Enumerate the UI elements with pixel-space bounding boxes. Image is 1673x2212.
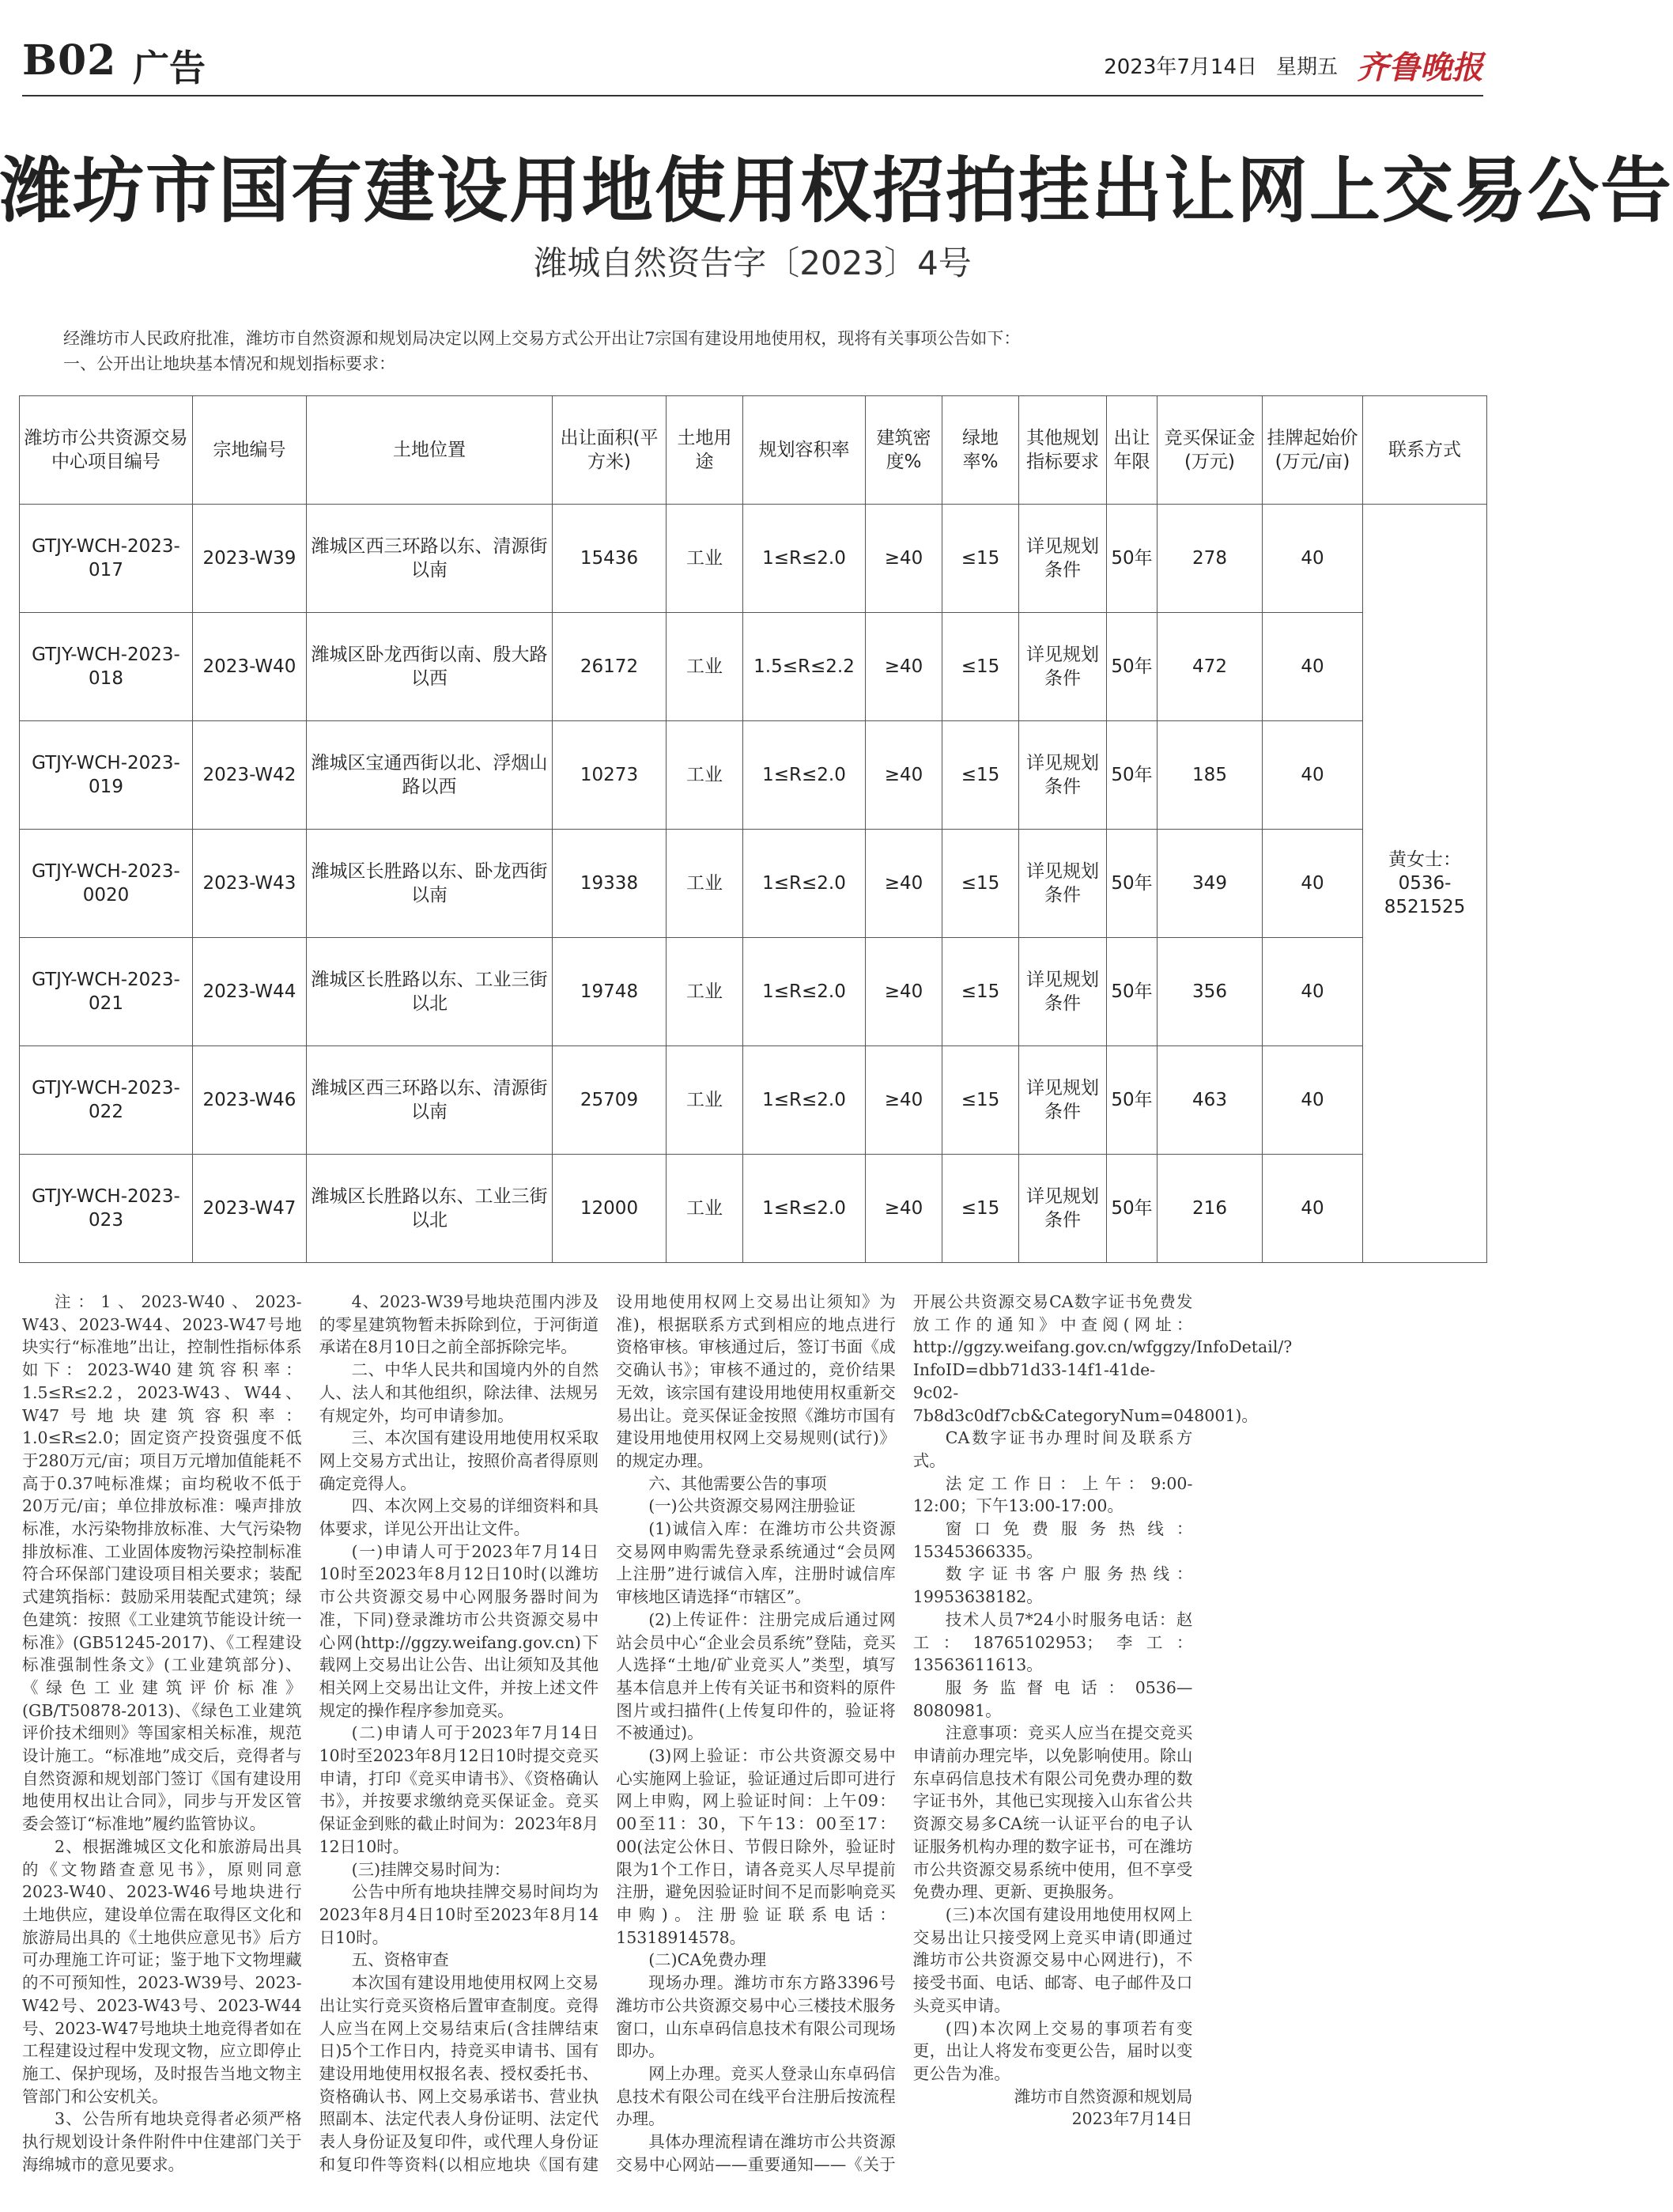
table-header-row [20, 396, 1487, 505]
announcement-number: 潍城自然资告字〔2023〕4号 [534, 244, 972, 282]
cell-parcel-no: 2023-W42 [193, 721, 307, 830]
cell-term: 50年 [1107, 505, 1158, 613]
table-row [20, 1155, 1487, 1263]
body-paragraph: 五、资格审查 [351, 1950, 449, 1970]
table-body [20, 505, 1487, 1263]
announcement-title: 潍坊市国有建设用地使用权招拍挂出让网上交易公告 [0, 149, 1673, 233]
cell-far: 1≤R≤2.0 [743, 938, 866, 1046]
cell-other-req: 详见规划条件 [1019, 1155, 1107, 1263]
cell-parcel-no: 2023-W44 [193, 938, 307, 1046]
cell-project-no: GTJY-WCH-2023-017 [20, 505, 193, 613]
body-paragraph: 法定工作日：上午：9:00-12:00；下午13:00-17:00。 [912, 1473, 1193, 1516]
cell-term: 50年 [1107, 1155, 1158, 1263]
cell-project-no: GTJY-WCH-2023-021 [20, 938, 193, 1046]
page-header [22, 32, 1483, 96]
cell-parcel-no: 2023-W40 [193, 613, 307, 721]
cell-green-rate: ≤15 [942, 505, 1019, 613]
body-paragraph: 现场办理。潍坊市东方路3396号潍坊市公共资源交易中心三楼技术服务窗口，山东卓码信息技术有限公司现场即办。 [616, 1973, 896, 2061]
cell-land-use: 工业 [667, 938, 743, 1046]
intro-line-2: 一、公开出让地块基本情况和规划指标要求： [63, 354, 395, 373]
cell-land-use: 工业 [667, 613, 743, 721]
section-label: 广告 [133, 47, 206, 89]
intro-paragraph [47, 326, 1471, 376]
cell-parcel-no: 2023-W47 [193, 1155, 307, 1263]
cell-area: 25709 [553, 1046, 667, 1155]
table-row [20, 938, 1487, 1046]
cell-location: 潍城区西三环路以东、清源街以南 [307, 1046, 553, 1155]
cell-term: 50年 [1107, 938, 1158, 1046]
body-paragraph: (二)申请人可于2023年7月14日10时至2023年8月12日10时提交竞买申请，打印《竞买申请书》、《资格确认书》，并按要求缴纳竞买保证金。竞买保证金到账的截止时间为：2023年8月12日10时。 [319, 1723, 599, 1856]
cell-location: 潍城区宝通西街以北、浮烟山路以西 [307, 721, 553, 830]
col-header-other: 其他规划指标要求 [1019, 396, 1107, 505]
col-header-deposit: 竞买保证金(万元) [1158, 396, 1263, 505]
col-header-parcel: 宗地编号 [193, 396, 307, 505]
table-row [20, 613, 1487, 721]
cell-term: 50年 [1107, 613, 1158, 721]
cell-land-use: 工业 [667, 1046, 743, 1155]
body-paragraph: 窗口免费服务热线：15345366335。 [912, 1519, 1193, 1561]
body-paragraph: 具体办理流程请在潍坊市公共资源交易中心网站——重要通知——《关于开展公共资源交易CA数字证书免费发放工作的通知》中查阅(网址：http://ggzy.weifang.gov.cn/wfggzy/InfoDetail/?InfoID=dbb71d33-14f1-41de-9c02-7b8d3c0df7cb&CategoryNum=048001)。 [616, 1292, 1293, 2174]
col-header-area: 出让面积(平方米) [553, 396, 667, 505]
cell-term: 50年 [1107, 1046, 1158, 1155]
cell-deposit: 472 [1158, 613, 1263, 721]
col-header-use: 土地用途 [667, 396, 743, 505]
col-header-price: 挂牌起始价(万元/亩) [1263, 396, 1363, 505]
cell-density: ≥40 [866, 613, 942, 721]
cell-project-no: GTJY-WCH-2023-023 [20, 1155, 193, 1263]
cell-term: 50年 [1107, 830, 1158, 938]
body-paragraph: (四)本次网上交易的事项若有变更，出让人将发布变更公告，届时以变更公告为准。 [912, 2018, 1193, 2083]
cell-area: 12000 [553, 1155, 667, 1263]
cell-far: 1≤R≤2.0 [743, 1046, 866, 1155]
page-number: B02 [22, 36, 117, 85]
cell-density: ≥40 [866, 830, 942, 938]
cell-deposit: 349 [1158, 830, 1263, 938]
body-paragraph: 注：1、2023-W40、2023-W43、2023-W44、2023-W47号地块实行“标准地”出让，控制性指标体系如下：2023-W40建筑容积率：1.5≤R≤2.2，2023-W43、W44、W47号地块建筑容积率：1.0≤R≤2.0；固定资产投资强度不低于280万元/亩；项目万元增加值能耗不高于0.37吨标准煤；亩均税收不低于20万元/亩；单位排放标准：噪声排放标准，水污染物排放标准、大气污染物排放标准、工业固体废物污染控制标准符合环保部门建设项目相关要求；装配式建筑指标：鼓励采用装配式建筑；绿色建筑：按照《工业建筑节能设计统一标准》(GB51245-2017)、《工程建设标准强制性条文》(工业建筑部分)、《绿色工业建筑评价标准》(GB/T50878-2013)、《绿色工业建筑评价技术细则》等国家相关标准，规范设计施工。“标准地”成交后，竞得者与自然资源和规划部门签订《国有建设用地使用权出让合同》，同步与开发区管委会签订“标准地”履约监管协议。 [22, 1292, 302, 1834]
cell-green-rate: ≤15 [942, 1046, 1019, 1155]
body-paragraph: 服务监督电话：0536—8080981。 [912, 1677, 1193, 1720]
cell-deposit: 356 [1158, 938, 1263, 1046]
body-paragraph: 4、2023-W39号地块范围内涉及的零星建筑物暂未拆除到位，于河街道承诺在8月10日之前全部拆除完毕。 [319, 1292, 599, 1357]
body-paragraph: 二、中华人民共和国境内外的自然人、法人和其他组织，除法律、法规另有规定外，均可申请参加。 [319, 1360, 599, 1425]
cell-far: 1≤R≤2.0 [743, 505, 866, 613]
cell-land-use: 工业 [667, 1155, 743, 1263]
body-paragraph: (三)挂牌交易时间为： [351, 1859, 511, 1879]
table-row [20, 721, 1487, 830]
intro-line-1: 经潍坊市人民政府批准，潍坊市自然资源和规划局决定以网上交易方式公开出让7宗国有建设用地使用权，现将有关事项公告如下： [63, 329, 1021, 348]
col-header-term: 出让年限 [1107, 396, 1158, 505]
col-header-location: 土地位置 [307, 396, 553, 505]
cell-far: 1≤R≤2.0 [743, 721, 866, 830]
cell-deposit: 278 [1158, 505, 1263, 613]
cell-start-price: 40 [1263, 721, 1363, 830]
body-paragraph: (一)申请人可于2023年7月14日10时至2023年8月12日10时(以潍坊市公共资源交易中心网服务器时间为准，下同)登录潍坊市公共资源交易中心网(http://ggzy.weifang.gov.cn)下载网上交易出让公告、出让须知及其他相关网上交易出让文件，并按上述文件规定的操作程序参加竞买。 [319, 1541, 599, 1720]
cell-parcel-no: 2023-W39 [193, 505, 307, 613]
body-paragraph: 本次国有建设用地使用权网上交易出让实行竞买资格后置审查制度。竞得人应当在网上交易结束后(含挂牌结束日)5个工作日内，持竞买申请书、国有建设用地使用权报名表、授权委托书、资格确认书、网上交易承诺书、营业执照副本、法定代表人身份证明、法定代表人身份证及复印件，或代理人身份证和复印件等资料(以相应地块《国有建设用地使用权网上交易出让须知》为准)，根据联系方式到相应的地点进行资格审核。审核通过后，签订书面《成交确认书》；审核不通过的，竞价结果无效，该宗国有建设用地使用权重新交易出让。竞买保证金按照《潍坊市国有建设用地使用权网上交易规则(试行)》的规定办理。 [319, 1292, 896, 2174]
body-paragraph: 3、公告所有地块竞得者必须严格执行规划设计条件附件中住建部门关于海绵城市的意见要求。 [22, 2109, 302, 2174]
cell-parcel-no: 2023-W46 [193, 1046, 307, 1155]
cell-parcel-no: 2023-W43 [193, 830, 307, 938]
cell-project-no: GTJY-WCH-2023-0020 [20, 830, 193, 938]
cell-start-price: 40 [1263, 505, 1363, 613]
body-paragraph: 注意事项：竞买人应当在提交竞买申请前办理完毕，以免影响使用。除山东卓码信息技术有限公司免费办理的数字证书外，其他已实现接入山东省公共资源交易多CA统一认证平台的电子认证服务机构办理的数字证书，可在潍坊市公共资源交易系统中使用，但不享受免费办理、更新、更换服务。 [912, 1723, 1193, 1902]
body-paragraph: 四、本次网上交易的详细资料和具体要求，详见公开出让文件。 [319, 1496, 599, 1539]
issue-date: 2023年7月14日 [1104, 55, 1257, 79]
cell-deposit: 463 [1158, 1046, 1263, 1155]
body-paragraph: (三)本次国有建设用地使用权网上交易出让只接受网上竞买申请(即通过潍坊市公共资源交易中心网进行)，不接受书面、电话、邮寄、电子邮件及口头竞买申请。 [912, 1904, 1193, 2015]
cell-start-price: 40 [1263, 830, 1363, 938]
cell-other-req: 详见规划条件 [1019, 505, 1107, 613]
cell-other-req: 详见规划条件 [1019, 721, 1107, 830]
body-paragraph: (3)网上验证：市公共资源交易中心实施网上验证，验证通过后即可进行网上申购，网上验证时间：上午09：00至11：30，下午13：00至17：00(法定公休日、节假日除外，验证时限为1个工作日，请各竞买人尽早提前注册，避免因验证时间不足而影响竞买申购)。注册验证联系电话：15318914578。 [616, 1746, 896, 1947]
cell-density: ≥40 [866, 1155, 942, 1263]
body-paragraph: 三、本次国有建设用地使用权采取网上交易方式出让，按照价高者得原则确定竞得人。 [319, 1428, 599, 1493]
col-header-project: 潍坊市公共资源交易中心项目编号 [20, 396, 193, 505]
body-paragraph: 2、根据潍城区文化和旅游局出具的《文物踏查意见书》，原则同意2023-W40、2023-W46号地块进行土地供应，建设单位需在取得区文化和旅游局出具的《土地供应意见书》后方可办理施工许可证；鉴于地下文物埋藏的不可预知性，2023-W39号、2023-W42号、2023-W43号、2023-W44号、2023-W47号地块土地竞得者如在工程建设过程中发现文物，应立即停止施工、保护现场，及时报告当地文物主管部门和公安机关。 [22, 1836, 302, 2106]
body-paragraph: 数字证书客户服务热线：19953638182。 [912, 1564, 1193, 1607]
cell-green-rate: ≤15 [942, 1155, 1019, 1263]
cell-far: 1≤R≤2.0 [743, 1155, 866, 1263]
cell-area: 26172 [553, 613, 667, 721]
cell-other-req: 详见规划条件 [1019, 613, 1107, 721]
parcel-table [19, 395, 1487, 1263]
cell-location: 潍城区卧龙西街以南、殷大路以西 [307, 613, 553, 721]
cell-land-use: 工业 [667, 830, 743, 938]
cell-density: ≥40 [866, 938, 942, 1046]
cell-contact: 黄女士：0536-8521525 [1363, 505, 1487, 1263]
cell-other-req: 详见规划条件 [1019, 938, 1107, 1046]
body-paragraph: (一)公共资源交易网注册验证 [648, 1496, 856, 1516]
cell-other-req: 详见规划条件 [1019, 1046, 1107, 1155]
cell-location: 潍城区长胜路以东、工业三街以北 [307, 1155, 553, 1263]
announcement-body [22, 1291, 1490, 2192]
body-paragraph: (1)诚信入库：在潍坊市公共资源交易网申购需先登录系统通过“会员网上注册”进行诚信入库，注册时诚信库审核地区请选择“市辖区”。 [616, 1519, 896, 1607]
body-paragraph: 网上办理。竞买人登录山东卓码信息技术有限公司在线平台注册后按流程办理。 [616, 2063, 896, 2129]
body-paragraph: 技术人员7*24小时服务电话：赵工：18765102953；李工：13563611613。 [912, 1609, 1193, 1675]
signature-org: 潍坊市自然资源和规划局 [1014, 2086, 1193, 2106]
issue-weekday: 星期五 [1275, 55, 1338, 79]
col-header-far: 规划容积率 [743, 396, 866, 505]
body-paragraph: CA数字证书办理时间及联系方式。 [912, 1428, 1193, 1470]
cell-density: ≥40 [866, 721, 942, 830]
col-header-density: 建筑密度% [866, 396, 942, 505]
cell-far: 1.5≤R≤2.2 [743, 613, 866, 721]
cell-location: 潍城区长胜路以东、工业三街以北 [307, 938, 553, 1046]
table-row [20, 505, 1487, 613]
cell-start-price: 40 [1263, 613, 1363, 721]
cell-other-req: 详见规划条件 [1019, 830, 1107, 938]
col-header-contact: 联系方式 [1363, 396, 1487, 505]
cell-area: 10273 [553, 721, 667, 830]
cell-area: 19338 [553, 830, 667, 938]
cell-project-no: GTJY-WCH-2023-018 [20, 613, 193, 721]
header-right [1104, 43, 1483, 88]
col-header-green: 绿地率% [942, 396, 1019, 505]
cell-start-price: 40 [1263, 938, 1363, 1046]
cell-far: 1≤R≤2.0 [743, 830, 866, 938]
cell-location: 潍城区西三环路以东、清源街以南 [307, 505, 553, 613]
body-paragraph: 六、其他需要公告的事项 [648, 1473, 827, 1493]
cell-land-use: 工业 [667, 505, 743, 613]
cell-start-price: 40 [1263, 1046, 1363, 1155]
table-row [20, 1046, 1487, 1155]
cell-green-rate: ≤15 [942, 830, 1019, 938]
cell-term: 50年 [1107, 721, 1158, 830]
cell-green-rate: ≤15 [942, 613, 1019, 721]
cell-density: ≥40 [866, 1046, 942, 1155]
cell-start-price: 40 [1263, 1155, 1363, 1263]
cell-density: ≥40 [866, 505, 942, 613]
cell-green-rate: ≤15 [942, 721, 1019, 830]
cell-area: 15436 [553, 505, 667, 613]
cell-project-no: GTJY-WCH-2023-019 [20, 721, 193, 830]
cell-land-use: 工业 [667, 721, 743, 830]
table-row [20, 830, 1487, 938]
cell-deposit: 185 [1158, 721, 1263, 830]
cell-area: 19748 [553, 938, 667, 1046]
cell-deposit: 216 [1158, 1155, 1263, 1263]
cell-location: 潍城区长胜路以东、卧龙西街以南 [307, 830, 553, 938]
body-paragraph: (2)上传证件：注册完成后通过网站会员中心“企业会员系统”登陆，竞买人选择“土地/矿业竞买人”类型，填写基本信息并上传有关证书和资料的原件图片或扫描件(上传复印件的，验证将不被通过)。 [616, 1609, 896, 1743]
body-paragraph: (二)CA免费办理 [648, 1950, 767, 1970]
cell-green-rate: ≤15 [942, 938, 1019, 1046]
signature-date: 2023年7月14日 [1071, 2109, 1193, 2129]
masthead-logo: 齐鲁晚报 [1357, 49, 1483, 86]
cell-project-no: GTJY-WCH-2023-022 [20, 1046, 193, 1155]
body-paragraph: 公告中所有地块挂牌交易时间均为2023年8月4日10时至2023年8月14日10时。 [319, 1882, 599, 1947]
